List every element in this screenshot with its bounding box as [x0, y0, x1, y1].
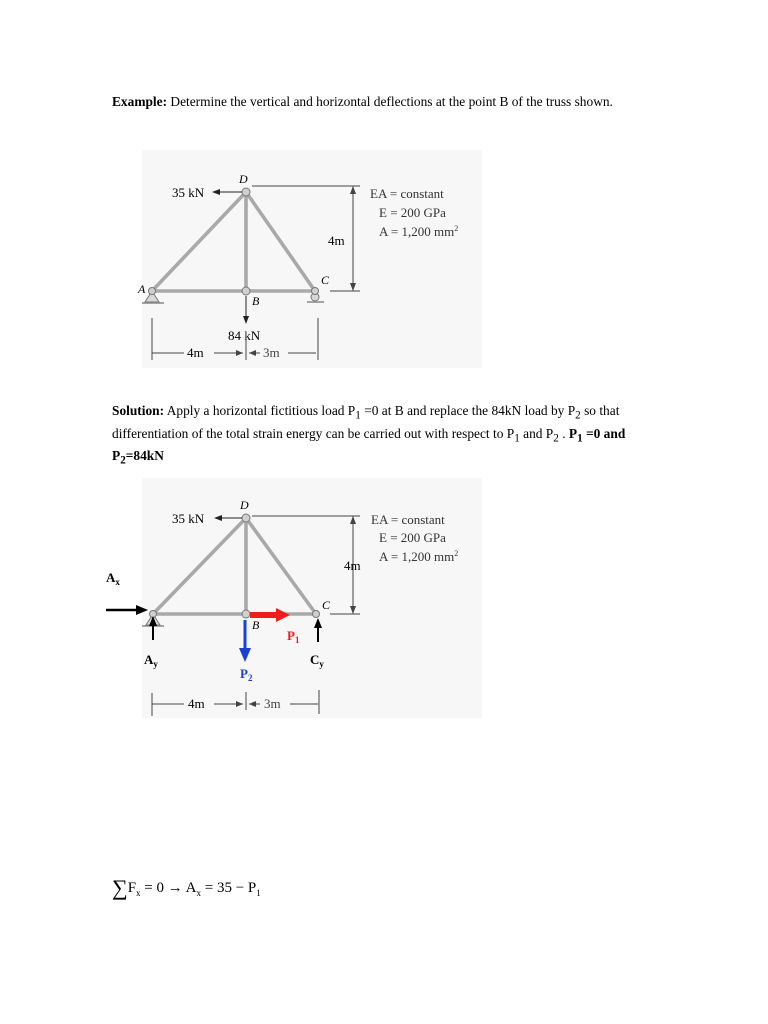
- example-heading: Example:: [112, 94, 168, 109]
- reaction-cy-label: $C_y$: [310, 652, 324, 669]
- node-c-label: C: [321, 273, 330, 287]
- prop-ea: EA = constant: [371, 512, 445, 527]
- load-84-label: 84 kN: [228, 328, 261, 343]
- equilibrium-equation: $\sum F_x = 0 \to A_x = 35 - P_1$: [112, 875, 261, 900]
- height-label: 4m: [328, 233, 345, 248]
- span-4m-label: 4m: [187, 345, 204, 360]
- joint-c: [312, 288, 319, 295]
- span-4m-label: 4m: [188, 696, 205, 711]
- prop-e: E = 200 GPa: [379, 205, 446, 220]
- joint-c: [313, 611, 320, 618]
- load-p2-label: $P_2$: [240, 666, 253, 683]
- joint-d: [242, 514, 250, 522]
- node-c-label: C: [322, 598, 331, 612]
- solution-bold-statement: $P_1 =0$ and $P_2=84kN$: [112, 425, 626, 468]
- span-3m-label: 3m: [263, 345, 280, 360]
- node-b-label: B: [252, 294, 260, 308]
- prop-a: A = 1,200 $mm^2$: [379, 549, 459, 564]
- span-3m-label: 3m: [264, 696, 281, 711]
- joint-a: [149, 288, 156, 295]
- node-a-label: A: [138, 282, 146, 296]
- node-b-label: B: [252, 618, 260, 632]
- free-body-figure: [100, 478, 482, 718]
- reaction-ax-arrow: [106, 605, 148, 615]
- joint-b: [242, 610, 250, 618]
- prop-a: A = 1,200 $mm^2$: [379, 224, 459, 239]
- solution-paragraph: Solution: Apply a horizontal fictitious load $P_1 =0$ at B and replace the 84kN load by $P_2$ so that differentiation of the total strain energy can be carried out with respect to $P_1$ and $P_2$ . $P_1 =0$ and $P_2=84kN$: [112, 403, 626, 468]
- joint-b: [242, 287, 250, 295]
- height-label: 4m: [344, 558, 361, 573]
- load-p1-label: $P_1$: [287, 628, 300, 645]
- example-text: Determine the vertical and horizontal deflections at the point B of the truss shown.: [167, 94, 613, 109]
- example-paragraph: [112, 93, 652, 111]
- reaction-ax-label: $A_x$: [106, 570, 120, 587]
- sigma-symbol: ∑: [112, 875, 128, 900]
- prop-ea: EA = constant: [370, 186, 444, 201]
- node-d-label: D: [240, 498, 249, 512]
- prop-e: E = 200 GPa: [379, 530, 446, 545]
- solution-heading: Solution:: [112, 403, 165, 418]
- joint-d: [242, 188, 250, 196]
- load-35-label: 35 kN: [172, 511, 205, 526]
- figure-background: [142, 150, 482, 368]
- node-d-label: D: [239, 172, 248, 186]
- truss-figure: [138, 150, 482, 368]
- load-35-label: 35 kN: [172, 185, 205, 200]
- reaction-ay-label: $A_y$: [144, 652, 158, 669]
